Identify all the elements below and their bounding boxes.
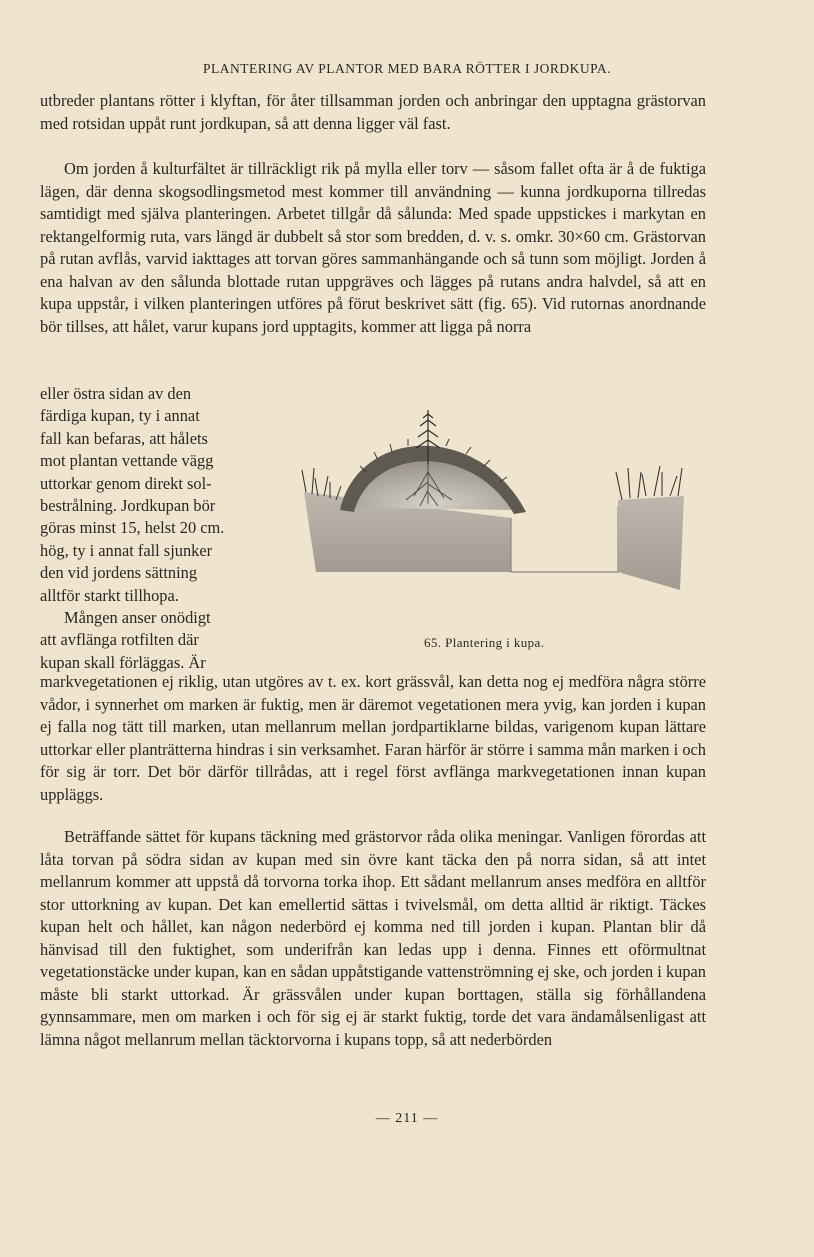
side-line: göras minst 15, helst 20 cm. (40, 518, 225, 538)
grass-right (616, 466, 682, 500)
wrapped-text-column (40, 383, 270, 674)
page-number: — 211 — (375, 1111, 439, 1126)
side-line: hög, ty i annat fall sjunker (40, 540, 213, 560)
side-line: den vid jordens sättning (40, 563, 198, 583)
paragraph-2-text: Om jorden å kulturfältet är tillräckligt rik på mylla eller torv — såsom fallet ofta är å de fuktiga lägen, där denna skogsodlingsmetod mest kommer till användning — kunna jordkuporna tillredas samtidigt med själva planteringen. Arbetet tillgår då sålunda: Med spade uppstickes i markytan en rektangelformig ruta, vars längd är dubbelt så stor som bredden, d. v. s. omkr. 30×60 cm. Grästorvan på rutan avflås, varvid iakttages att torvan göres sammanhängande och så tunn som möjligt. Jorden å ena halvan av den sålunda blottade rutan uppgräves och lägges på rutans andra halvdel, så att en kupa uppstår, i vilken planteringen utföres på förut beskrivet sätt (fig. 65). Vid rutornas anordnande bör tillses, att hålet, varur kupans jord upptagits, kommer att ligga på norra (40, 159, 706, 336)
paragraph-1-text: utbreder plantans rötter i klyftan, för åter tillsamman jorden och anbringar den upptagna grästorvan med rotsidan uppåt runt jordkupan, så att denna ligger väl fast. (40, 91, 706, 133)
paragraph-4 (40, 826, 706, 1051)
side-line: kupan skall förläggas. Är (40, 652, 206, 672)
side-line: mot plantan vettande vägg (40, 451, 214, 471)
side-line: uttorkar genom direkt sol- (40, 473, 212, 493)
side-line: färdiga kupan, ty i annat (40, 406, 200, 426)
mound-illustration (296, 400, 696, 590)
side-line: bestrålning. Jordkupan bör (40, 496, 216, 516)
side-line: alltför starkt tillhopa. (40, 585, 179, 605)
ground-right (618, 496, 684, 590)
side-line: Mången anser onödigt (64, 608, 211, 628)
paragraph-2 (40, 158, 706, 338)
pit-outline (511, 506, 618, 572)
side-line: eller östra sidan av den (40, 384, 192, 403)
running-header: PLANTERING AV PLANTOR MED BARA RÖTTER I JORDKUPA. (202, 61, 612, 76)
figure-caption: 65. Plantering i kupa. (424, 635, 545, 650)
side-line: att avflänga rotfilten där (40, 630, 199, 650)
paragraph-1 (40, 90, 706, 135)
paragraph-4-text: Beträffande sättet för kupans täckning med grästorvor råda olika meningar. Vanligen förordas att låta torvan på södra sidan av kupan med sin övre kant täcka den på norra sidan, så att intet mellanrum kommer att uppstå då torvorna torka ihop. Ett sådant mellanrum anses medföra en alltför stor uttorkning av kupan. Det kan emellertid sättas i tvivelsmål, om detta alltid är riktigt. Täckes kupan helt och hållet, kan någon nederbörd ej komma ned till jorden i kupan. Plantan blir då hänvisad till den fuktighet, som underifrån kan ledas upp i denna. Finnes ett oförmultnat vegetationstäcke under kupan, kan en sådan uppåtstigande vattenströmning ej ske, och jorden i kupan måste bli starkt uttorkad. Är grässvålen under kupan borttagen, ställa sig förhållandena gynnsammare, men om marken i och för sig ej är starkt fuktig, torde det vara ändamålsenligast att lämna något mellanrum mellan täcktorvorna i kupans topp, så att nederbörden (40, 827, 706, 1049)
paragraph-3 (40, 671, 706, 806)
paragraph-3-text: markvegetationen ej riklig, utan utgöres av t. ex. kort grässvål, kan detta nog ej medföra några större vådor, i synnerhet om marken är fuktig, men är däremot vegetationen mera yvig, kan jorden i kupan ej falla nog tätt till marken, utan mellanrum mellan jordpartiklarne bildas, varigenom kupan lättare uttorkar eller planträtterna hindras i sin verksamhet. Faran härför är större i samma mån marken i och för sig är torr. Det bör därför tillrådas, att i regel först avflänga markvegetationen innan kupan uppläggs. (40, 672, 706, 804)
side-line: fall kan befaras, att hålets (40, 428, 208, 448)
